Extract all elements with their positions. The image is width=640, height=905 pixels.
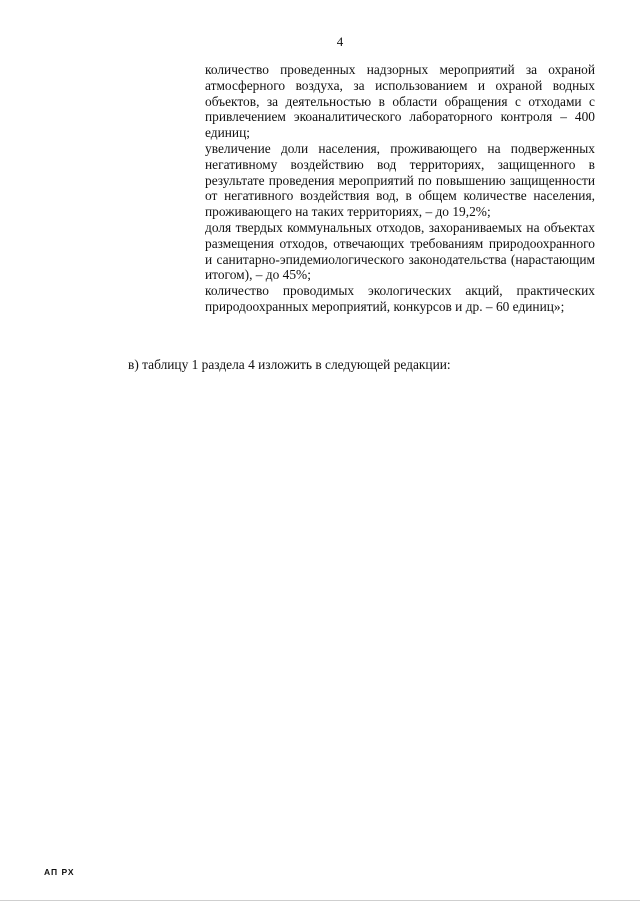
indicator-list	[205, 62, 595, 315]
amendment-instruction: в) таблицу 1 раздела 4 изложить в следующей редакции:	[128, 357, 451, 372]
bottom-rule	[0, 900, 640, 901]
indicator-item-flood-protection: увеличение доли населения, проживающего на подверженных негативному воздействию вод территориях, защищенного в результате проведения мероприятий по повышению защищенности от негативного воздействия вод, в общем количестве населения, проживающего на таких территориях, – до 19,2%;	[205, 140, 595, 220]
footer-code: АП РХ	[44, 867, 75, 877]
indicator-item-solid-waste: доля твердых коммунальных отходов, захораниваемых на объектах размещения отходов, отвечающих требованиям природоохранного и санитарно-эпидемиологического законодательства (нарастающим итогом), – до 45%;	[205, 219, 595, 283]
indicator-item-supervision: количество проведенных надзорных мероприятий за охраной атмосферного воздуха, за использованием и охраной водных объектов, за деятельностью в области обращения с отходами с привлечением экоаналитического лабораторного контроля – 400 единиц;	[205, 62, 595, 141]
page-number: 4	[336, 34, 344, 49]
indicator-item-eco-actions: количество проводимых экологических акций, практических природоохранных мероприятий, конкурсов и др. – 60 единиц»;	[205, 283, 595, 314]
